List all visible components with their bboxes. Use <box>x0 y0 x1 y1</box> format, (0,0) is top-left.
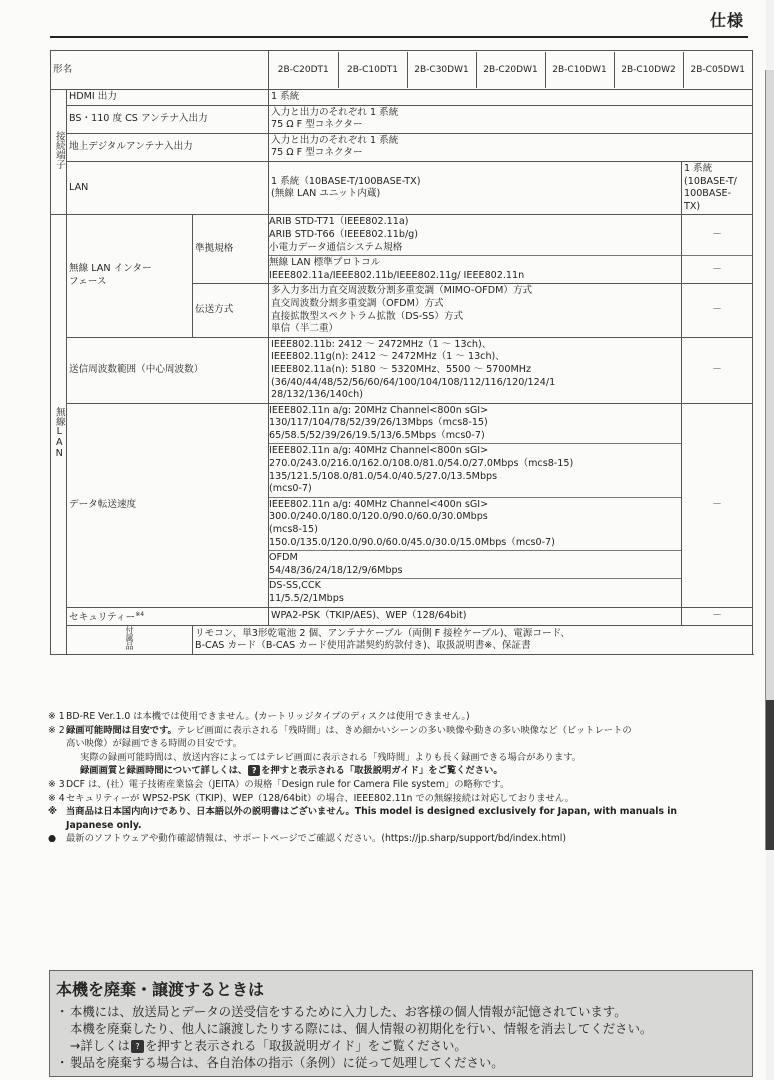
freq-line: IEEE802.11b: 2412 ～ 2472MHz（1 ～ 13ch)、 <box>271 338 492 350</box>
dash-cell: － <box>712 229 722 241</box>
section-tab-marker <box>766 700 774 850</box>
std-label: 準拠規格 <box>193 215 269 284</box>
lan-c05-line: 1 系統 <box>684 162 713 174</box>
page-title: 仕様 <box>709 11 744 30</box>
help-button-icon: ? <box>248 765 260 776</box>
note-text: テレビ画面に表示される「残時間」は、きめ細かいシーンの多い映像や動きの多い映像など（ビットレートの <box>176 724 632 736</box>
note-mark: ※ 1 <box>48 711 65 722</box>
hdmi-row <box>51 90 753 106</box>
model-name: 2B-C05DW1 <box>690 64 745 75</box>
rate-line: (mcs8-15) <box>269 524 318 536</box>
terrestrial-value-line: 75 Ω F 型コネクター <box>271 147 363 159</box>
rate-line: 65/58.5/52/39/26/19.5/13/6.5Mbps（mcs0-7) <box>269 429 485 441</box>
rate-line: IEEE802.11n a/g: 40MHz Channel<800n sGI> <box>269 445 489 457</box>
model-list <box>269 52 752 88</box>
freq-line: IEEE802.11g(n): 2412 ～ 2472MHz（1 ～ 13ch)、 <box>271 351 505 363</box>
note-mark: ※ 2 <box>48 724 65 736</box>
wlan-standard-row <box>51 215 753 284</box>
lan-value-line: (無線 LAN ユニット内蔵) <box>271 188 381 200</box>
note-text: DCF は、(社）電子技術産業協会（JEITA）の規格「Design rule for Camera File system」の略称です。 <box>66 778 510 790</box>
std-line: 無線 LAN 標準プロトコル <box>269 257 381 269</box>
model-header-row <box>51 51 753 90</box>
dash-cell: － <box>682 403 753 607</box>
spec-table <box>50 50 753 655</box>
bs-value-line: 75 Ω F 型コネクター <box>271 119 363 131</box>
note-mark: ※ 3 <box>48 778 65 790</box>
security-label: セキュリティー <box>69 611 136 623</box>
freq-line: 28/132/136/140ch) <box>271 389 363 401</box>
bullet-icon: ・ <box>56 1055 69 1070</box>
terrestrial-label: 地上デジタルアンテナ入出力 <box>67 133 269 161</box>
std-line: ARIB STD-T66（IEEE802.11b/g) <box>269 228 419 240</box>
model-name: 2B-C20DT1 <box>269 52 338 88</box>
group-label-text: 無線LAN <box>53 406 65 459</box>
note-text: セキュリティーが WPS2-PSK（TKIP)、WEP（128/64bit）の場合、IEEE802.11n での無線接続は対応しておりません。 <box>66 792 574 804</box>
bs-label: BS・110 度 CS アンテナ入出力 <box>67 105 269 133</box>
note-mark: ※ <box>48 806 58 818</box>
group-label-connect <box>51 90 67 215</box>
disposal-text: 本機には、放送局とデータの送受信をするために入力した、お客様の個人情報が記憶されています。 <box>70 1004 627 1019</box>
footnote-ref: ※4 <box>135 610 145 618</box>
rate-line: IEEE802.11n a/g: 20MHz Channel<800n sGI> <box>269 404 489 416</box>
wlan-if-label: フェース <box>69 276 107 288</box>
note-text-bold: 録画可能時間は目安です。 <box>66 724 177 736</box>
title-rule <box>50 36 748 38</box>
rate-label: データ転送速度 <box>67 403 269 607</box>
rate-line: 54/48/36/24/18/12/9/6Mbps <box>269 564 403 576</box>
dash-cell: － <box>682 284 753 337</box>
note-text-bold: を押すと表示される「取扱説明ガイド」をご覧ください。 <box>261 765 503 777</box>
freq-label: 送信周波数範囲（中心周波数） <box>67 337 269 403</box>
tx-line: 直交周波数分割多重変調（OFDM）方式 <box>271 297 444 309</box>
note-mark: ※ 4 <box>48 792 65 804</box>
rate-line: (mcs0-7) <box>269 483 312 495</box>
note-text-bold: 録画画質と録画時間について詳しくは、 <box>80 765 248 777</box>
wlan-if-label: 無線 LAN インター <box>69 263 152 275</box>
lan-value-line: 1 系統（10BASE-T/100BASE-TX) <box>271 175 421 187</box>
group-label-accessories <box>67 626 193 655</box>
frequency-row <box>51 337 753 403</box>
lan-c05-line: 100BASE- <box>684 188 732 200</box>
rate-line: 130/117/104/78/52/39/26/13Mbps（mcs8-15) <box>269 417 488 429</box>
rate-line: 150.0/135.0/120.0/90.0/60.0/45.0/30.0/15.0Mbps（mcs0-7) <box>269 536 555 548</box>
group-label-text: 付属品 <box>125 626 134 651</box>
group-label-wlan <box>51 215 67 655</box>
std-line: ARIB STD-T71（IEEE802.11a) <box>269 216 409 228</box>
disposal-text: 製品を廃棄する場合は、各自治体の指示（条例）に従って処理してください。 <box>70 1055 504 1070</box>
note-text-bold: Japanese only. <box>66 819 142 831</box>
security-value: WPA2-PSK（TKIP/AES)、WEP（128/64bit) <box>269 607 682 626</box>
tx-line: 直接拡散型スペクトラム拡散（DS-SS）方式 <box>271 310 464 322</box>
group-label-text: 接続端子 <box>53 131 65 170</box>
model-name: 2B-C30DW1 <box>407 52 476 88</box>
help-button-icon: ? <box>131 1040 144 1053</box>
freq-line: IEEE802.11a(n): 5180 ～ 5320MHz、5500 ～ 5700MHz <box>271 363 532 375</box>
lan-row <box>51 161 753 214</box>
lan-c05-line: (10BASE-T/ <box>684 175 737 187</box>
rate-line: 11/5.5/2/1Mbps <box>269 593 344 604</box>
model-label: 形名 <box>51 51 269 90</box>
data-rate-row <box>51 403 753 607</box>
disposal-title: 本機を廃棄・譲渡するときは <box>56 980 265 999</box>
disposal-text: を押すと表示される「取扱説明ガイド」をご覧ください。 <box>144 1038 467 1053</box>
hdmi-value: 1 系統 <box>269 90 753 106</box>
rate-line: 135/121.5/108.0/81.0/54.0/40.5/27.0/13.5Mbps <box>269 470 498 482</box>
model-name: 2B-C10DT1 <box>338 52 407 88</box>
model-name: 2B-C10DW1 <box>545 52 614 88</box>
terrestrial-row <box>51 133 753 161</box>
rate-line: 270.0/243.0/216.0/162.0/108.0/81.0/54.0/27.0Mbps（mcs8-15) <box>269 458 574 470</box>
bs-row <box>51 105 753 133</box>
tx-line: 多入力多出力直交周波数分割多重変調（MIMO-OFDM）方式 <box>271 285 533 297</box>
rate-line: OFDM <box>269 552 298 564</box>
disposal-text: 本機を廃棄したり、他人に譲渡したりする際には、個人情報の初期化を行い、情報を消去してください。 <box>70 1021 653 1036</box>
std-line: 小電力データ通信システム規格 <box>269 241 403 253</box>
disposal-box <box>49 970 753 1077</box>
note-text: 高い映像）が録画できる時間の目安です。 <box>66 738 242 750</box>
lan-label: LAN <box>67 161 269 214</box>
tx-line: 単信（半二重） <box>271 323 339 335</box>
accessories-line: B-CAS カード（B-CAS カード使用許諾契約約款付き)、取扱説明書※、保証書 <box>195 640 531 652</box>
accessories-line: リモコン、単3形乾電池 2 個、アンテナケーブル（両側 F 接栓ケーブル)、電源コード、 <box>195 627 570 639</box>
note-text: BD-RE Ver.1.0 は本機では使用できません。(カートリッジタイプのディスクは使用できません。) <box>66 711 470 722</box>
lan-c05-line: TX) <box>684 200 701 212</box>
note-text: 実際の録画可能時間は、放送内容によってはテレビ画面に表示される「残時間」よりも長く録画できる場合があります。 <box>80 751 582 763</box>
rate-line: IEEE802.11n a/g: 40MHz Channel<400n sGI> <box>269 498 489 510</box>
note-text-bold: 当商品は日本国内向けであり、日本語以外の説明書はございません。This model is designed exclusively for Japan, with manuals in <box>66 806 678 818</box>
accessories-row <box>51 626 753 655</box>
model-name: 2B-C10DW2 <box>614 52 683 88</box>
security-row <box>51 607 753 626</box>
tx-label: 伝送方式 <box>193 284 269 337</box>
model-name: 2B-C20DW1 <box>476 52 545 88</box>
freq-line: (36/40/44/48/52/56/60/64/100/104/108/112/116/120/124/1 <box>271 376 556 388</box>
bs-value-line: 入力と出力のそれぞれ 1 系統 <box>271 106 399 118</box>
dash-cell: － <box>682 607 753 626</box>
dash-cell: － <box>682 337 753 403</box>
rate-line: DS-SS,CCK <box>269 580 321 592</box>
dash-cell: － <box>682 255 753 283</box>
std-line: IEEE802.11a/IEEE802.11b/IEEE802.11g/ IEEE802.11n <box>269 269 525 281</box>
bullet-icon: ・ <box>56 1004 69 1019</box>
bullet-icon: ● <box>48 833 57 845</box>
hdmi-label: HDMI 出力 <box>67 90 269 106</box>
footnotes <box>48 710 758 846</box>
note-text: 最新のソフトウェアや動作確認情報は、サポートページでご確認ください。(https://jp.sharp/support/bd/index.html) <box>66 833 566 845</box>
disposal-text: →詳しくは <box>70 1038 130 1053</box>
terrestrial-value-line: 入力と出力のそれぞれ 1 系統 <box>271 134 399 146</box>
rate-line: 300.0/240.0/180.0/120.0/90.0/60.0/30.0Mbps <box>269 511 488 523</box>
